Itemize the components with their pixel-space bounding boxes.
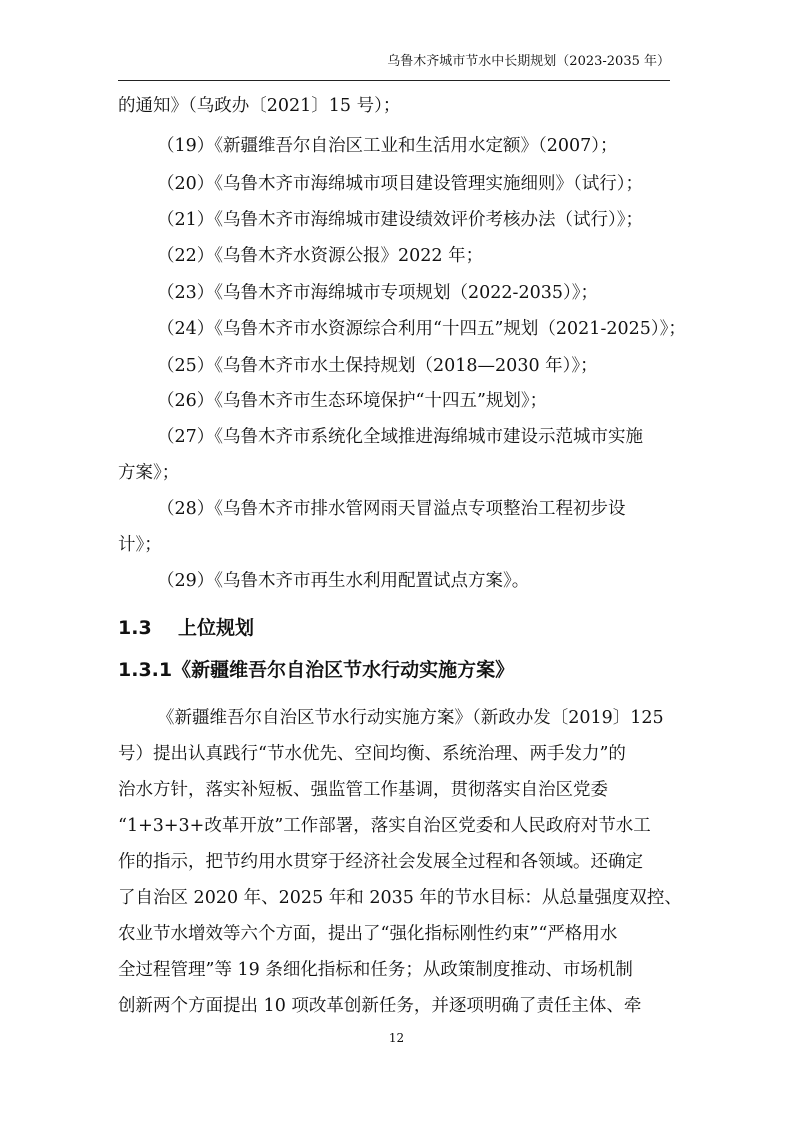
- body-line: “1+3+3+改革开放”工作部署，落实自治区党委和人民政府对节水工: [118, 816, 651, 836]
- body-line: 了自治区 2020 年、2025 年和 2035 年的节水目标：从总量强度双控、: [118, 888, 682, 908]
- reference-item: （24）《乌鲁木齐市水资源综合利用“十四五”规划（2021-2025）》；: [157, 319, 686, 339]
- reference-continuation: 计》；: [118, 535, 162, 555]
- body-line: 作的指示，把节约用水贯穿于经济社会发展全过程和各领域。还确定: [118, 852, 643, 872]
- body-line: 创新两个方面提出 10 项改革创新任务，并逐项明确了责任主体、牵: [118, 996, 642, 1016]
- reference-item: （23）《乌鲁木齐市海绵城市专项规划（2022-2035）》；: [157, 283, 599, 303]
- reference-item: （22）《乌鲁木齐水资源公报》2022 年；: [157, 246, 484, 266]
- reference-item: （25）《乌鲁木齐市水土保持规划（2018—2030 年）》；: [157, 356, 598, 376]
- subsection-title: 《新疆维吾尔自治区节水行动实施方案》: [172, 659, 515, 681]
- body-line: 治水方针，落实补短板、强监管工作基调，贯彻落实自治区党委: [118, 780, 608, 800]
- section-number: 1.3: [118, 617, 152, 639]
- reference-item: （29）《乌鲁木齐市再生水利用配置试点方案》。: [157, 571, 530, 591]
- reference-item: （19）《新疆维吾尔自治区工业和生活用水定额》（2007）；: [157, 136, 618, 156]
- subsection-heading: [118, 657, 514, 683]
- body-line: 农业节水增效等六个方面，提出了“强化指标刚性约束”“严格用水: [118, 924, 618, 944]
- body-line: 《新疆维吾尔自治区节水行动实施方案》（新政办发〔2019〕125: [157, 708, 664, 728]
- section-title: 上位规划: [178, 617, 255, 639]
- reference-item: （21）《乌鲁木齐市海绵城市建设绩效评价考核办法（试行）》；: [157, 210, 644, 230]
- reference-item: （26）《乌鲁木齐市生态环境保护“十四五”规划》；: [157, 391, 548, 411]
- body-line: 全过程管理”等 19 条细化指标和任务；从政策制度推动、市场机制: [118, 960, 633, 980]
- page-number: 12: [388, 1031, 405, 1045]
- body-line: 号）提出认真践行“节水优先、空间均衡、系统治理、两手发力”的: [118, 744, 626, 764]
- reference-item: （28）《乌鲁木齐市排水管网雨天冒溢点专项整治工程初步设: [157, 499, 626, 519]
- reference-item: （27）《乌鲁木齐市系统化全域推进海绵城市建设示范城市实施: [157, 427, 644, 447]
- subsection-number: 1.3.1: [118, 659, 173, 681]
- reference-line: 的通知》（乌政办〔2021〕15 号）；: [118, 96, 401, 116]
- running-header: 乌鲁木齐城市节水中长期规划（2023-2035 年）: [118, 48, 670, 81]
- reference-item: （20）《乌鲁木齐市海绵城市项目建设管理实施细则》（试行）；: [157, 174, 644, 194]
- section-heading: [118, 615, 254, 641]
- reference-continuation: 方案》；: [118, 463, 180, 483]
